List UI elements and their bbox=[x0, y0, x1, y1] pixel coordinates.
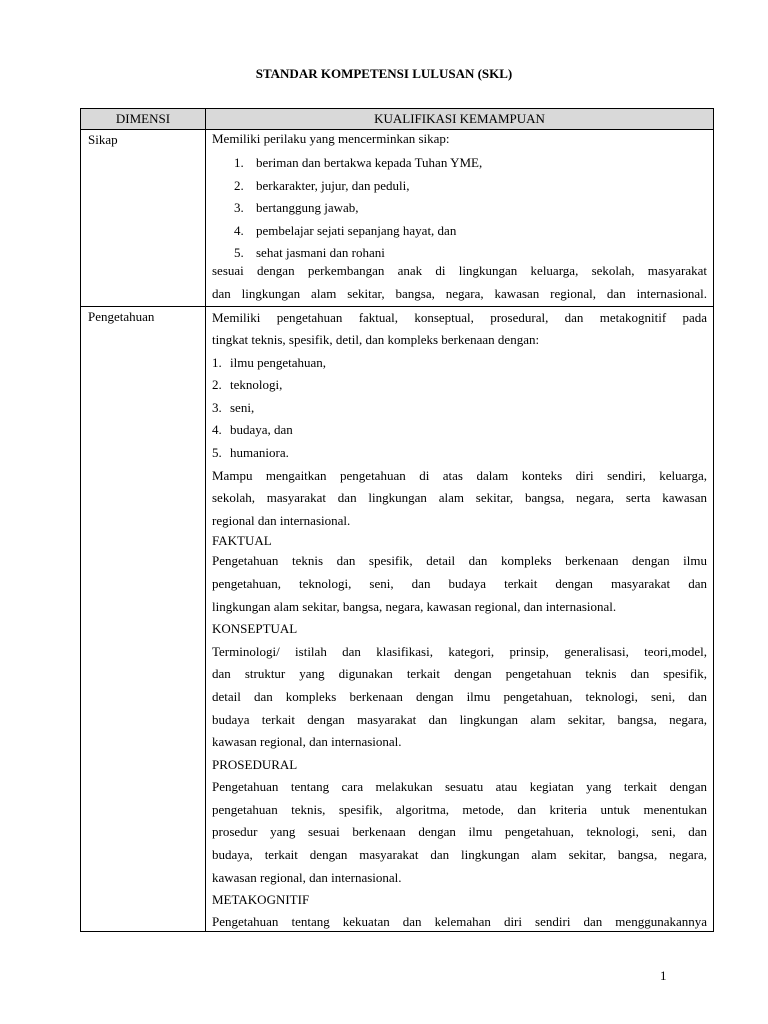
list-item: 4. budaya, dan bbox=[212, 422, 293, 438]
sikap-closing-line: dan lingkungan alam sekitar, bangsa, negara, kawasan regional, dan internasional. bbox=[212, 285, 707, 301]
section-line: budaya terkait dengan masyarakat dan lingkungan alam sekitar, bangsa, negara, bbox=[212, 711, 707, 727]
section-line: Pengetahuan teknis dan spesifik, detail dan kompleks berkenaan dengan ilmu bbox=[212, 553, 707, 569]
section-heading-konseptual: KONSEPTUAL bbox=[212, 621, 298, 637]
sikap-intro: Memiliki perilaku yang mencerminkan sikap: bbox=[212, 131, 450, 146]
list-item: 5. sehat jasmani dan rohani bbox=[234, 245, 385, 261]
list-item: 5. humaniora. bbox=[212, 444, 289, 460]
list-item: 3. seni, bbox=[212, 399, 255, 415]
table-row-pengetahuan bbox=[81, 307, 714, 932]
section-line: dan struktur yang digunakan terkait dengan pengetahuan teknis dan spesifik, bbox=[212, 666, 707, 682]
section-line: pengetahuan, teknologi, seni, dan budaya terkait dengan masyarakat dan bbox=[212, 575, 707, 591]
section-line: kawasan regional, dan internasional. bbox=[212, 869, 402, 885]
section-line: detail dan kompleks berkenaan dengan ilmu pengetahuan, teknologi, seni, dan bbox=[212, 688, 707, 704]
sikap-content bbox=[206, 130, 714, 307]
list-item: 2. teknologi, bbox=[212, 377, 283, 393]
dimension-label-pengetahuan: Pengetahuan bbox=[81, 307, 206, 932]
document-title: STANDAR KOMPETENSI LULUSAN (SKL) bbox=[255, 66, 513, 81]
section-line: Terminologi/ istilah dan klasifikasi, kategori, prinsip, generalisasi, teori,model, bbox=[212, 643, 707, 659]
section-line: budaya, terkait dengan masyarakat dan lingkungan alam sekitar, bangsa, negara, bbox=[212, 847, 707, 863]
pengetahuan-intro-line: Memiliki pengetahuan faktual, konseptual, prosedural, dan metakognitif pada bbox=[212, 310, 707, 325]
skl-table bbox=[80, 108, 714, 932]
context-line: sekolah, masyarakat dan lingkungan alam sekitar, bangsa, negara, serta kawasan bbox=[212, 490, 707, 506]
list-item: 1. ilmu pengetahuan, bbox=[212, 354, 327, 370]
pengetahuan-content bbox=[206, 307, 714, 932]
section-line: pengetahuan teknis, spesifik, algoritma, metode, dan kriteria untuk menentukan bbox=[212, 801, 707, 817]
column-header-dimensi: DIMENSI bbox=[81, 109, 206, 130]
list-item: 1. beriman dan bertakwa kepada Tuhan YME, bbox=[234, 155, 483, 170]
context-line: Mampu mengaitkan pengetahuan di atas dalam konteks diri sendiri, keluarga, bbox=[212, 467, 707, 483]
section-line: prosedur yang sesuai berkenaan dengan ilmu pengetahuan, teknologi, seni, dan bbox=[212, 824, 707, 840]
section-line: Pengetahuan tentang kekuatan dan kelemahan diri sendiri dan menggunakannya bbox=[212, 913, 707, 929]
section-line: lingkungan alam sekitar, bangsa, negara, kawasan regional, dan internasional. bbox=[212, 598, 617, 614]
section-heading-metakognitif: METAKOGNITIF bbox=[212, 892, 310, 908]
list-item: 3. bertanggung jawab, bbox=[234, 200, 359, 216]
table-row-sikap bbox=[81, 130, 714, 307]
table-header-row bbox=[81, 109, 714, 130]
sikap-closing-line: sesuai dengan perkembangan anak di lingkungan keluarga, sekolah, masyarakat bbox=[212, 263, 707, 279]
pengetahuan-intro-line: tingkat teknis, spesifik, detil, dan kompleks berkenaan dengan: bbox=[212, 332, 540, 347]
section-line: Pengetahuan tentang cara melakukan sesuatu atau kegiatan yang terkait dengan bbox=[212, 779, 707, 795]
section-heading-prosedural: PROSEDURAL bbox=[212, 756, 298, 772]
column-header-kualifikasi: KUALIFIKASI KEMAMPUAN bbox=[206, 109, 714, 130]
dimension-label-sikap: Sikap bbox=[81, 130, 206, 307]
section-heading-faktual: FAKTUAL bbox=[212, 533, 272, 549]
page-number: 1 bbox=[660, 968, 667, 983]
list-item: 2. berkarakter, jujur, dan peduli, bbox=[234, 177, 410, 193]
context-line: regional dan internasional. bbox=[212, 512, 351, 528]
section-line: kawasan regional, dan internasional. bbox=[212, 734, 402, 750]
list-item: 4. pembelajar sejati sepanjang hayat, dan bbox=[234, 222, 457, 238]
